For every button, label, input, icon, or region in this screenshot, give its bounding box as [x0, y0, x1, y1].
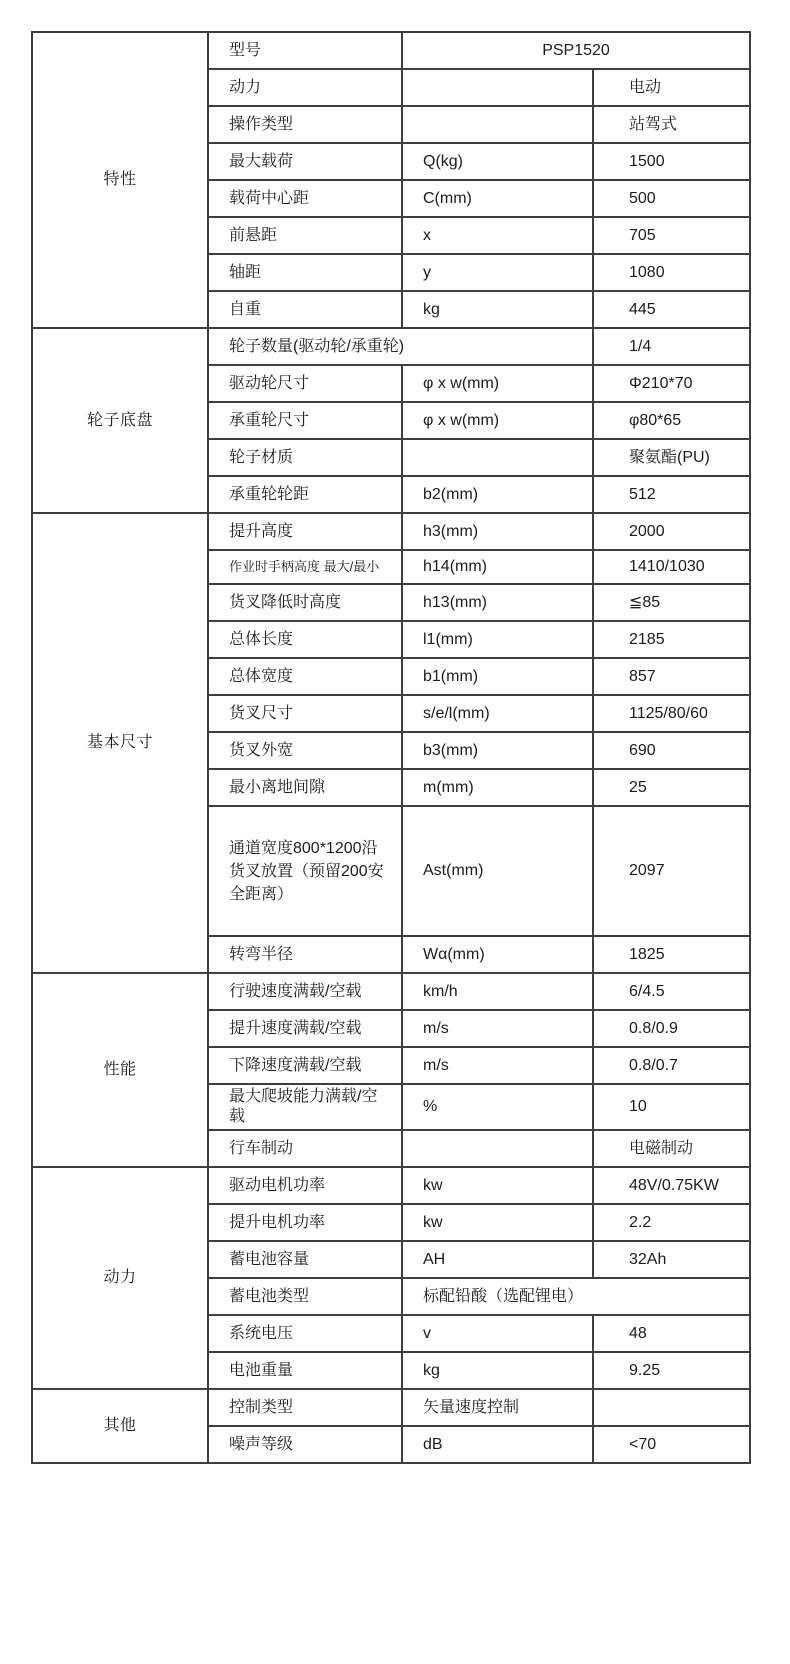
value-cell: 1125/80/60 — [593, 695, 750, 732]
symbol-cell: Wα(mm) — [402, 936, 593, 973]
value-cell: ≦85 — [593, 584, 750, 621]
spec-table-body — [32, 32, 750, 1463]
value-cell: 512 — [593, 476, 750, 513]
value-cell: 电动 — [593, 69, 750, 106]
value-cell: Φ210*70 — [593, 365, 750, 402]
value-cell: 857 — [593, 658, 750, 695]
spec-table — [31, 31, 751, 1464]
param-cell: 蓄电池容量 — [208, 1241, 402, 1278]
param-cell: 提升电机功率 — [208, 1204, 402, 1241]
value-cell: 25 — [593, 769, 750, 806]
symbol-cell: kg — [402, 291, 593, 328]
value-cell: 2000 — [593, 513, 750, 550]
section-label-3: 性能 — [32, 973, 208, 1167]
param-cell: 噪声等级 — [208, 1426, 402, 1463]
symbol-cell: x — [402, 217, 593, 254]
param-cell: 轮子数量(驱动轮/承重轮) — [208, 328, 593, 365]
param-cell: 轮子材质 — [208, 439, 402, 476]
value-cell: 站驾式 — [593, 106, 750, 143]
param-cell: 提升速度满载/空载 — [208, 1010, 402, 1047]
symbol-cell: kw — [402, 1204, 593, 1241]
symbol-cell: km/h — [402, 973, 593, 1010]
value-cell: 0.8/0.7 — [593, 1047, 750, 1084]
value-cell: 690 — [593, 732, 750, 769]
spec-row — [32, 973, 750, 1010]
param-cell: 总体宽度 — [208, 658, 402, 695]
value-cell: <70 — [593, 1426, 750, 1463]
param-cell: 货叉外宽 — [208, 732, 402, 769]
value-cell: 1/4 — [593, 328, 750, 365]
value-cell: 2.2 — [593, 1204, 750, 1241]
symbol-cell: h13(mm) — [402, 584, 593, 621]
param-cell: 最大载荷 — [208, 143, 402, 180]
symbol-cell: s/e/l(mm) — [402, 695, 593, 732]
value-cell: 1410/1030 — [593, 550, 750, 584]
param-cell: 货叉尺寸 — [208, 695, 402, 732]
section-label-0: 特性 — [32, 32, 208, 328]
value-cell: 445 — [593, 291, 750, 328]
value-cell: 电磁制动 — [593, 1130, 750, 1167]
symbol-cell: b2(mm) — [402, 476, 593, 513]
param-cell: 行车制动 — [208, 1130, 402, 1167]
param-cell: 承重轮尺寸 — [208, 402, 402, 439]
value-cell: 0.8/0.9 — [593, 1010, 750, 1047]
section-label-2: 基本尺寸 — [32, 513, 208, 973]
param-cell: 型号 — [208, 32, 402, 69]
param-cell: 操作类型 — [208, 106, 402, 143]
symbol-cell: m/s — [402, 1047, 593, 1084]
symbol-cell — [402, 69, 593, 106]
spec-row — [32, 1167, 750, 1204]
param-cell: 前悬距 — [208, 217, 402, 254]
symbol-cell: y — [402, 254, 593, 291]
symbol-cell: h3(mm) — [402, 513, 593, 550]
symbol-cell — [402, 439, 593, 476]
value-cell: PSP1520 — [402, 32, 750, 69]
value-cell: 1500 — [593, 143, 750, 180]
symbol-cell: Q(kg) — [402, 143, 593, 180]
symbol-cell: Ast(mm) — [402, 806, 593, 936]
param-cell: 通道宽度800*1200沿货叉放置（预留200安全距离） — [208, 806, 402, 936]
value-cell: 2185 — [593, 621, 750, 658]
value-cell: 48V/0.75KW — [593, 1167, 750, 1204]
value-cell: 标配铅酸（选配锂电） — [402, 1278, 750, 1315]
symbol-cell: φ x w(mm) — [402, 402, 593, 439]
symbol-cell: kw — [402, 1167, 593, 1204]
symbol-cell: b3(mm) — [402, 732, 593, 769]
param-cell: 作业时手柄高度 最大/最小 — [208, 550, 402, 584]
value-cell: 705 — [593, 217, 750, 254]
symbol-cell: 矢量速度控制 — [402, 1389, 593, 1426]
symbol-cell: φ x w(mm) — [402, 365, 593, 402]
param-cell: 最大爬坡能力满载/空载 — [208, 1084, 402, 1130]
section-label-4: 动力 — [32, 1167, 208, 1389]
param-cell: 驱动电机功率 — [208, 1167, 402, 1204]
value-cell — [593, 1389, 750, 1426]
symbol-cell: AH — [402, 1241, 593, 1278]
value-cell: 1825 — [593, 936, 750, 973]
symbol-cell — [402, 1130, 593, 1167]
value-cell: 6/4.5 — [593, 973, 750, 1010]
symbol-cell: l1(mm) — [402, 621, 593, 658]
spec-row — [32, 1389, 750, 1426]
value-cell: 聚氨酯(PU) — [593, 439, 750, 476]
param-cell: 轴距 — [208, 254, 402, 291]
spec-row — [32, 32, 750, 69]
param-cell: 最小离地间隙 — [208, 769, 402, 806]
param-cell: 货叉降低时高度 — [208, 584, 402, 621]
symbol-cell: m(mm) — [402, 769, 593, 806]
symbol-cell: m/s — [402, 1010, 593, 1047]
value-cell: 48 — [593, 1315, 750, 1352]
param-cell: 自重 — [208, 291, 402, 328]
symbol-cell: h14(mm) — [402, 550, 593, 584]
symbol-cell: C(mm) — [402, 180, 593, 217]
param-cell: 承重轮轮距 — [208, 476, 402, 513]
param-cell: 控制类型 — [208, 1389, 402, 1426]
section-label-5: 其他 — [32, 1389, 208, 1463]
spec-row — [32, 328, 750, 365]
symbol-cell — [402, 106, 593, 143]
section-label-1: 轮子底盘 — [32, 328, 208, 513]
param-cell: 系统电压 — [208, 1315, 402, 1352]
value-cell: 10 — [593, 1084, 750, 1130]
param-cell: 行驶速度满载/空载 — [208, 973, 402, 1010]
value-cell: 9.25 — [593, 1352, 750, 1389]
value-cell: 2097 — [593, 806, 750, 936]
symbol-cell: v — [402, 1315, 593, 1352]
value-cell: 1080 — [593, 254, 750, 291]
param-cell: 蓄电池类型 — [208, 1278, 402, 1315]
param-cell: 下降速度满载/空载 — [208, 1047, 402, 1084]
param-cell: 转弯半径 — [208, 936, 402, 973]
value-cell: 32Ah — [593, 1241, 750, 1278]
symbol-cell: % — [402, 1084, 593, 1130]
param-cell: 动力 — [208, 69, 402, 106]
param-cell: 电池重量 — [208, 1352, 402, 1389]
value-cell: φ80*65 — [593, 402, 750, 439]
param-cell: 总体长度 — [208, 621, 402, 658]
spec-sheet — [31, 31, 751, 1464]
param-cell: 驱动轮尺寸 — [208, 365, 402, 402]
param-cell: 载荷中心距 — [208, 180, 402, 217]
symbol-cell: kg — [402, 1352, 593, 1389]
symbol-cell: b1(mm) — [402, 658, 593, 695]
param-cell: 提升高度 — [208, 513, 402, 550]
value-cell: 500 — [593, 180, 750, 217]
spec-row — [32, 513, 750, 550]
symbol-cell: dB — [402, 1426, 593, 1463]
